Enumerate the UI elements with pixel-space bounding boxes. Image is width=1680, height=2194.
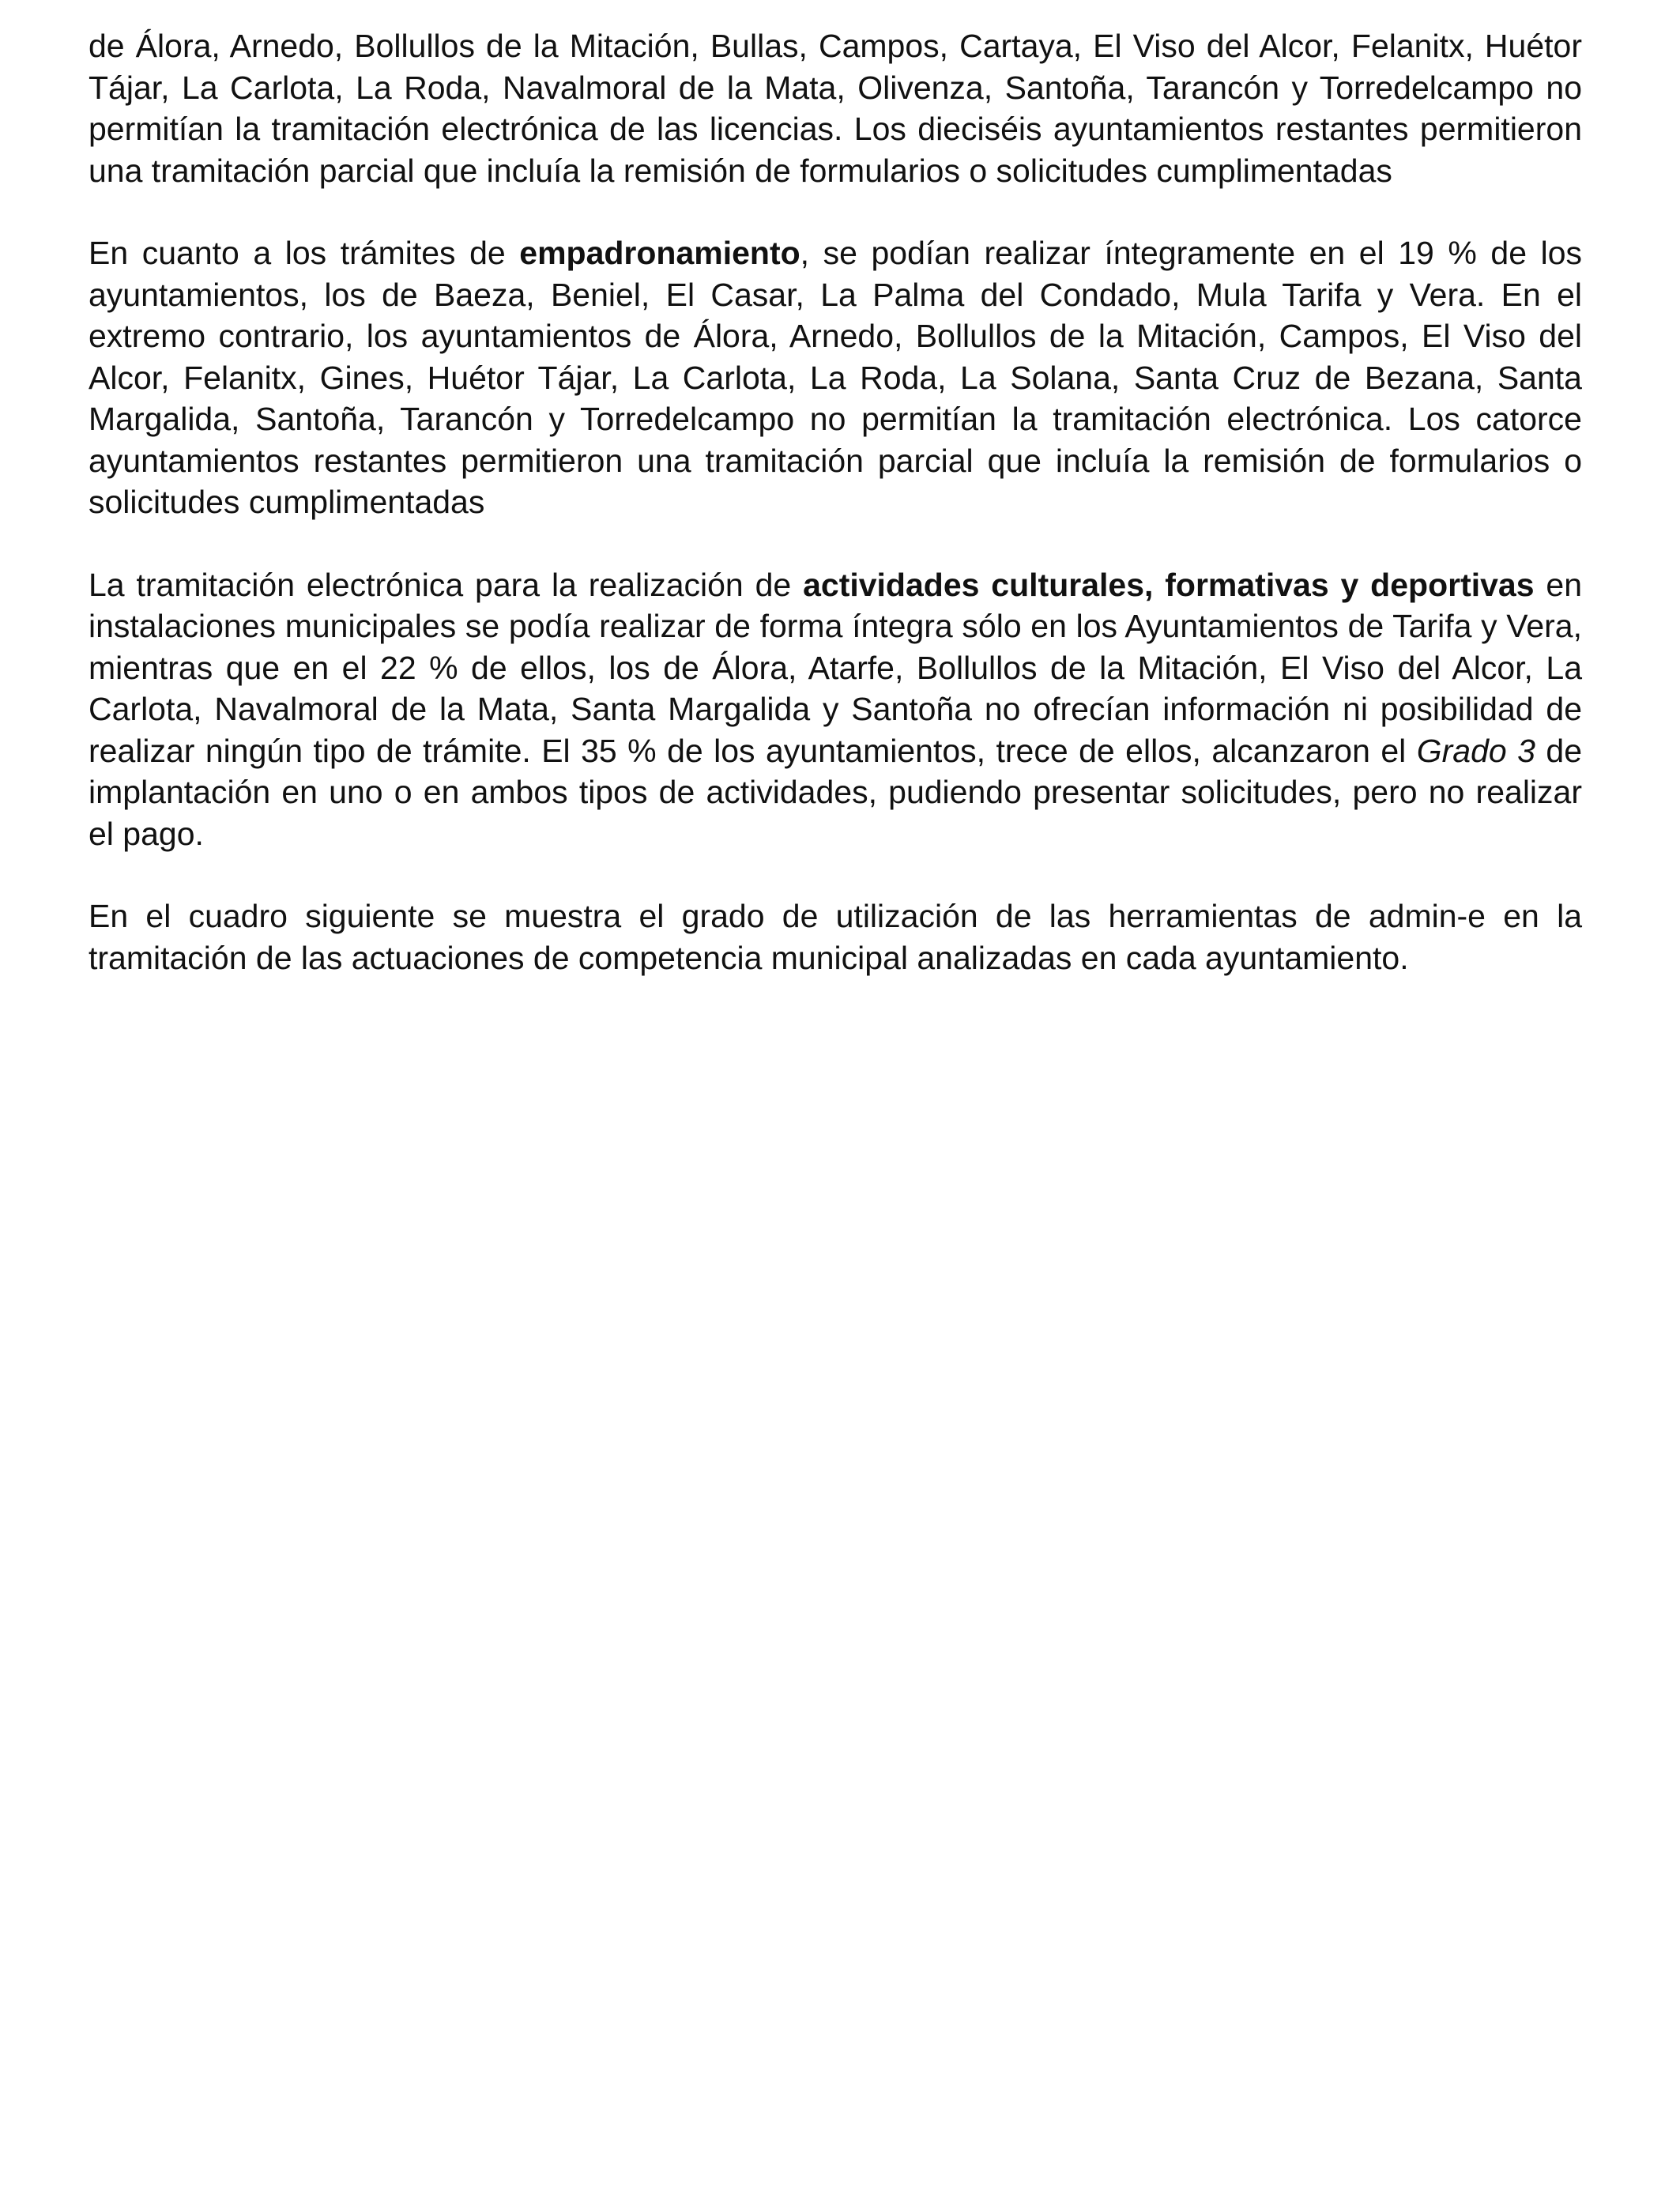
paragraph-empadronamiento-body: , se podían realizar íntegramente en el 19 % de los ayuntamientos, los de Baeza, Beniel, El Casar, La Palma del Condado, Mula Tarifa y Vera. En el extremo contrario, los ayuntamientos de Álora, Arnedo, Bollullos de la Mitación, Campos, El Viso del Alcor, Felanitx, Gines, Huétor Tájar, La Carlota, La Roda, La Solana, Santa Cruz de Bezana, Santa Margalida, Santoña, Tarancón y Torredelcampo no permitían la tramitación electrónica. Los catorce ayuntamientos restantes permitieron una tramitación parcial que incluía la remisión de formularios o solicitudes cumplimentadas <box>89 235 1583 520</box>
paragraph-actividades-intro: La tramitación electrónica para la realización de <box>89 566 804 603</box>
paragraph-empadronamiento-intro: En cuanto a los trámites de <box>89 235 520 271</box>
paragraph-licencias <box>89 25 1582 191</box>
paragraph-actividades <box>89 564 1582 855</box>
paragraph-empadronamiento <box>89 232 1582 523</box>
paragraph-cuadro <box>89 895 1582 978</box>
paragraph-actividades-end: de implantación en uno o en ambos tipos de actividades, pudiendo presentar solicitudes, pero no realizar el pago. <box>89 732 1583 852</box>
document-page <box>89 25 1582 978</box>
term-actividades: actividades culturales, formativas y deportivas <box>803 566 1535 603</box>
paragraph-cuadro-text: En el cuadro siguiente se muestra el grado de utilización de las herramientas de admin-e en la tramitación de las actuaciones de competencia municipal analizadas en cada ayuntamiento. <box>89 898 1582 976</box>
paragraph-licencias-text: de Álora, Arnedo, Bollullos de la Mitación, Bullas, Campos, Cartaya, El Viso del Alcor, Felanitx, Huétor Tájar, La Carlota, La Roda, Navalmoral de la Mata, Olivenza, Santoña, Tarancón y Torredelcampo no permitían la tramitación electrónica de las licencias. Los dieciséis ayuntamientos restantes permitieron una tramitación parcial que incluía la remisión de formularios o solicitudes cumplimentadas <box>89 28 1582 189</box>
term-grado-3: Grado 3 <box>1416 732 1535 769</box>
paragraph-actividades-body: en instalaciones municipales se podía realizar de forma íntegra sólo en los Ayuntamientos de Tarifa y Vera, mientras que en el 22 % de ellos, los de Álora, Atarfe, Bollullos de la Mitación, El Viso del Alcor, La Carlota, Navalmoral de la Mata, Santa Margalida y Santoña no ofrecían información ni posibilidad de realizar ningún tipo de trámite. El 35 % de los ayuntamientos, trece de ellos, alcanzaron el <box>89 566 1582 769</box>
term-empadronamiento: empadronamiento <box>519 235 800 271</box>
